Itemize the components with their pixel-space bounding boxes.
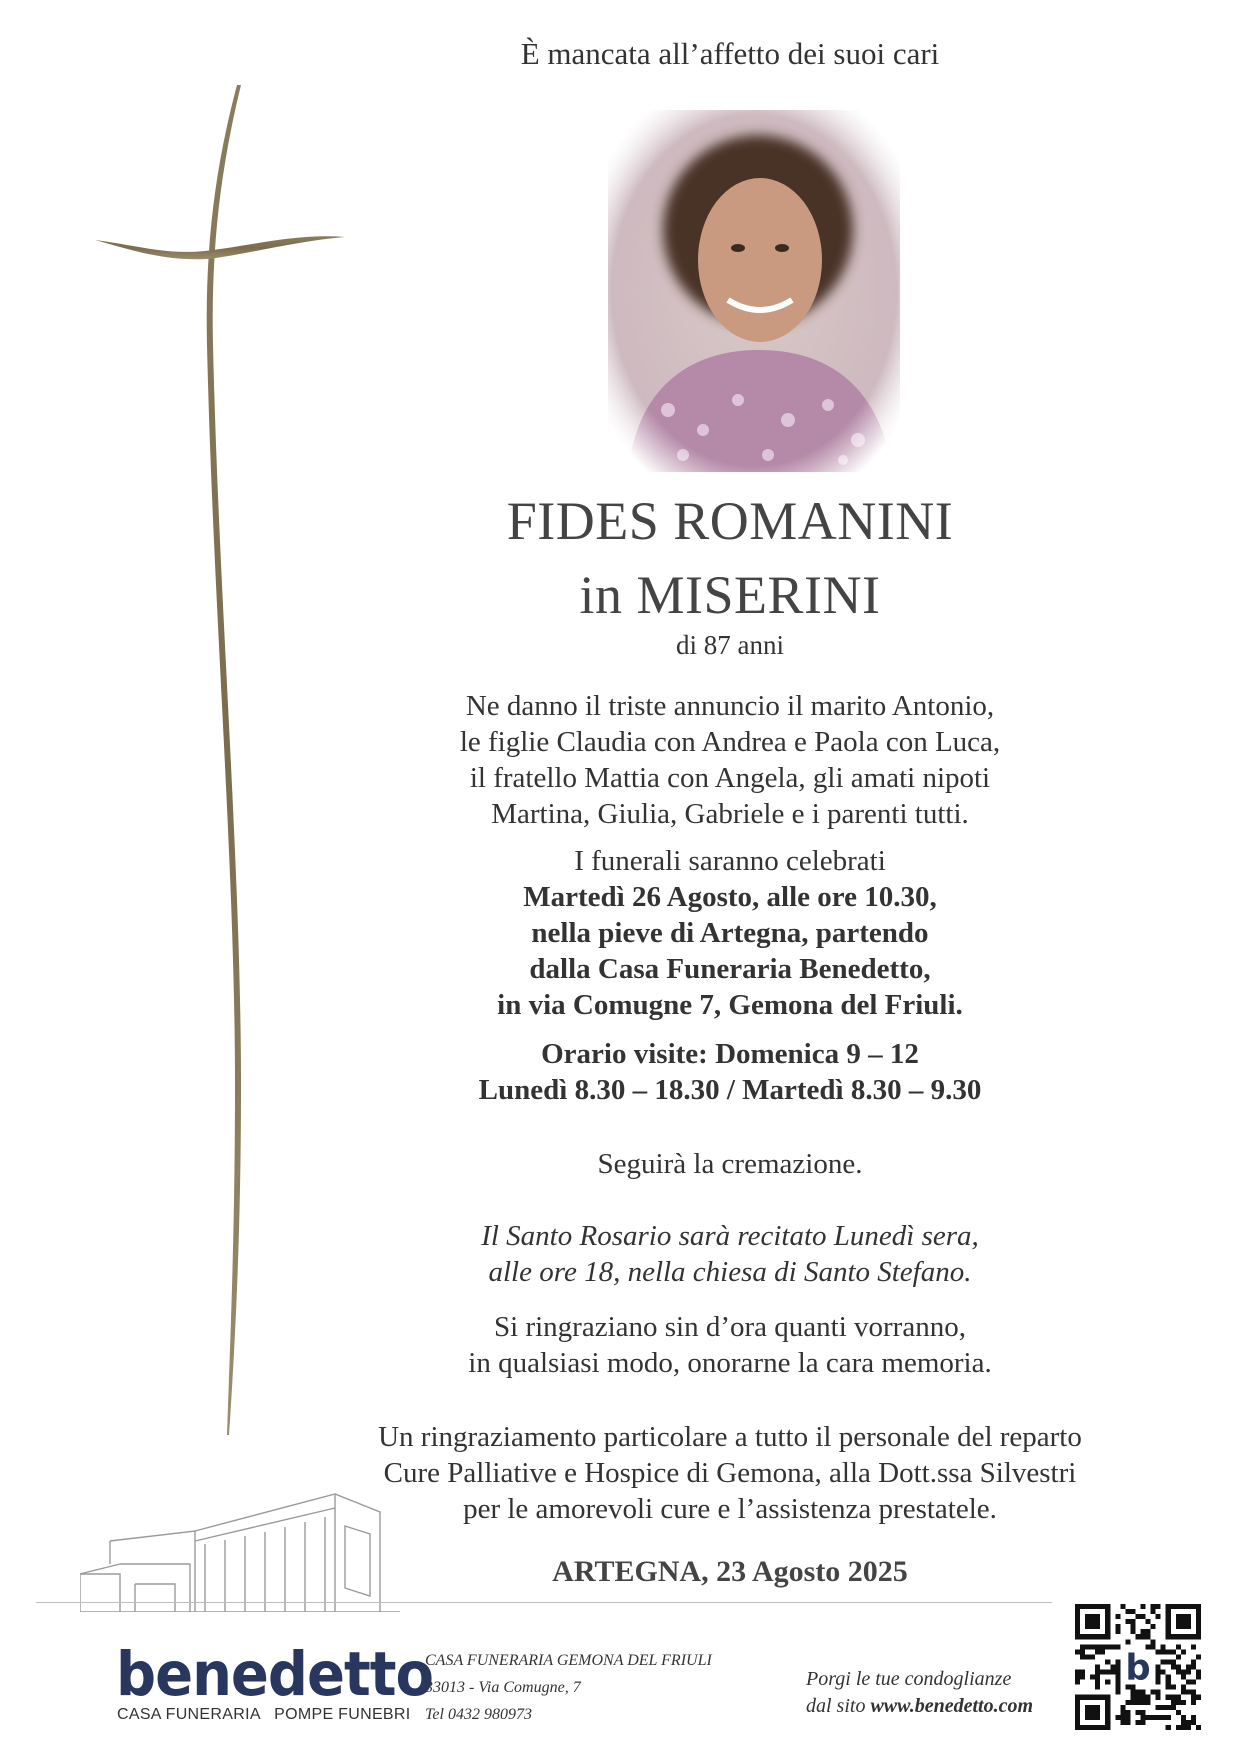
rosary-line: Il Santo Rosario sarà recitato Lunedì sera, bbox=[481, 1220, 979, 1252]
deceased-name-line1: FIDES ROMANINI bbox=[506, 491, 954, 551]
place-date: ARTEGNA, 23 Agosto 2025 bbox=[552, 1555, 908, 1588]
announcement-line: le figlie Claudia con Andrea e Paola con Luca, bbox=[459, 726, 1001, 758]
funeral-paragraph bbox=[340, 843, 1120, 1023]
funeral-line: nella pieve di Artegna, partendo bbox=[531, 917, 929, 949]
website-link[interactable]: www.benedetto.com bbox=[870, 1695, 1034, 1717]
funeral-home-address bbox=[425, 1647, 712, 1728]
footer-divider bbox=[36, 1602, 1052, 1603]
special-thanks-line: Un ringraziamento particolare a tutto il personale del reparto bbox=[378, 1421, 1082, 1453]
intro-text: È mancata all’affetto dei suoi cari bbox=[520, 36, 940, 71]
special-thanks-line: per le amorevoli cure e l’assistenza prestatele. bbox=[463, 1493, 997, 1525]
thanks-paragraph bbox=[340, 1309, 1120, 1381]
condolences-prefix: dal sito bbox=[806, 1695, 871, 1717]
logo-subtitle: CASA FUNERARIA POMPE FUNEBRI bbox=[117, 1706, 411, 1723]
svg-text:b: b bbox=[1125, 1647, 1151, 1689]
announcement-line: Ne danno il triste annuncio il marito Antonio, bbox=[465, 690, 995, 722]
visits-line: Lunedì 8.30 – 18.30 / Martedì 8.30 – 9.30 bbox=[478, 1074, 982, 1106]
announcement-line: Martina, Giulia, Gabriele e i parenti tutti. bbox=[491, 798, 969, 830]
visits-paragraph bbox=[340, 1036, 1120, 1108]
cremation-note bbox=[340, 1146, 1120, 1182]
announcement-paragraph bbox=[340, 688, 1120, 832]
funeral-line: in via Comugne 7, Gemona del Friuli. bbox=[497, 989, 963, 1021]
qr-code-icon[interactable] bbox=[1075, 1604, 1201, 1730]
cross-ornament bbox=[95, 85, 355, 1435]
deceased-name-line2: in MISERINI bbox=[579, 565, 881, 625]
special-thanks-paragraph bbox=[340, 1419, 1120, 1527]
rosary-paragraph bbox=[340, 1218, 1120, 1290]
condolences-line bbox=[806, 1693, 1033, 1720]
condolences-note bbox=[806, 1666, 1033, 1720]
cremation-line: Seguirà la cremazione. bbox=[597, 1148, 863, 1180]
address-line: 33013 - Via Comugne, 7 bbox=[425, 1679, 581, 1696]
condolences-line: Porgi le tue condoglianze bbox=[806, 1668, 1012, 1690]
rosary-line: alle ore 18, nella chiesa di Santo Stefano. bbox=[488, 1256, 972, 1288]
announcement-line: il fratello Mattia con Angela, gli amati nipoti bbox=[469, 762, 991, 794]
benedetto-logo: benedetto bbox=[116, 1640, 433, 1711]
visits-line: Orario visite: Domenica 9 – 12 bbox=[541, 1038, 919, 1070]
funeral-intro: I funerali saranno celebrati bbox=[574, 845, 886, 877]
funeral-line: Martedì 26 Agosto, alle ore 10.30, bbox=[523, 881, 937, 913]
address-line: Tel 0432 980973 bbox=[425, 1706, 532, 1723]
portrait-photo bbox=[608, 110, 900, 472]
thanks-line: in qualsiasi modo, onorarne la cara memoria. bbox=[468, 1347, 992, 1379]
address-line: CASA FUNERARIA GEMONA DEL FRIULI bbox=[425, 1652, 712, 1669]
funeral-home-building-icon bbox=[80, 1486, 400, 1612]
funeral-line: dalla Casa Funeraria Benedetto, bbox=[529, 953, 931, 985]
special-thanks-line: Cure Palliative e Hospice di Gemona, alla Dott.ssa Silvestri bbox=[383, 1457, 1077, 1489]
thanks-line: Si ringraziano sin d’ora quanti vorranno, bbox=[494, 1311, 966, 1343]
deceased-age: di 87 anni bbox=[676, 630, 784, 660]
